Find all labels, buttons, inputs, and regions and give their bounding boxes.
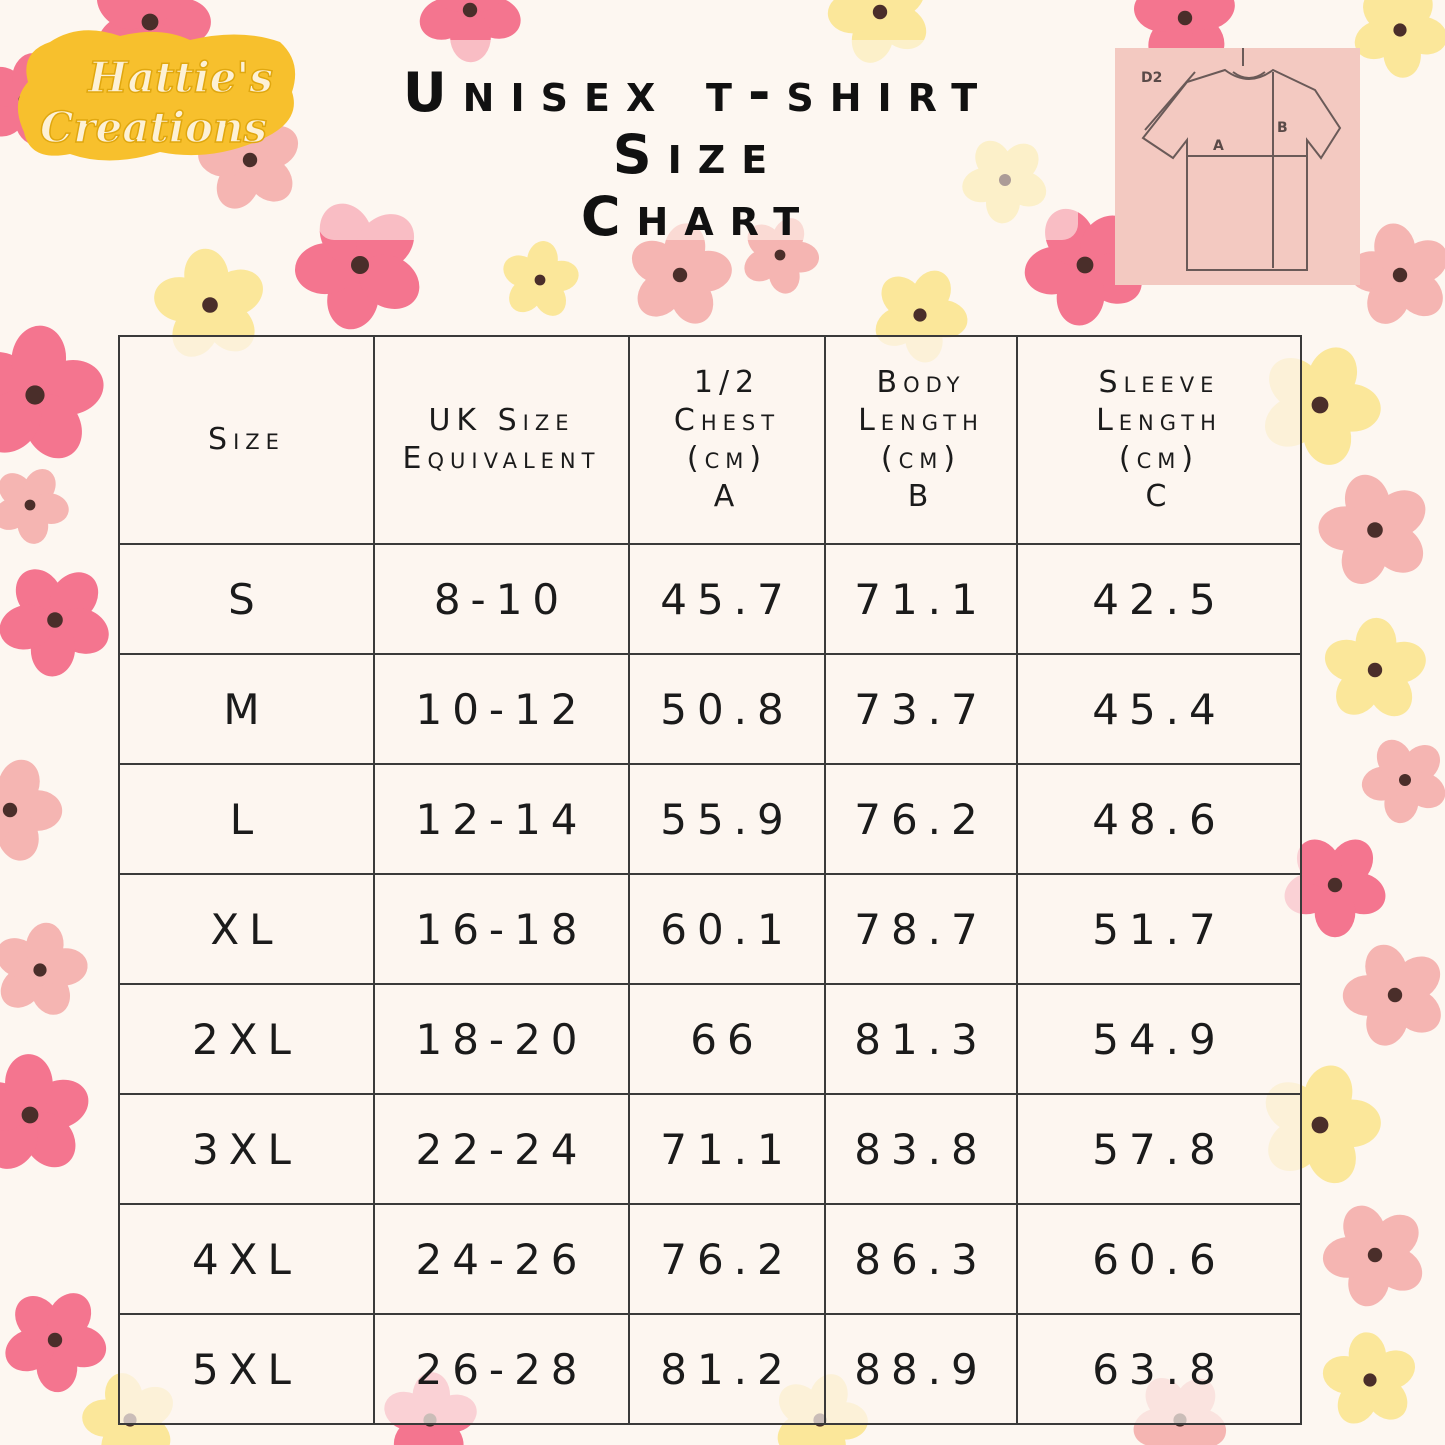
cell-sleeve-length: 51.7 [1017, 874, 1301, 984]
flower-decoration [1349, 0, 1445, 79]
cell-uk-size: 10-12 [374, 654, 629, 764]
flower-decoration [0, 323, 109, 469]
diagram-label-a: A [1213, 138, 1224, 154]
cell-uk-size: 18-20 [374, 984, 629, 1094]
flower-decoration [0, 463, 71, 546]
cell-sleeve-length: 63.8 [1017, 1314, 1301, 1424]
flower-decoration [1321, 1199, 1430, 1310]
cell-half-chest: 81.2 [629, 1314, 825, 1424]
header-size: Size [119, 336, 374, 544]
cell-sleeve-length: 42.5 [1017, 544, 1301, 654]
header-row [119, 336, 1301, 544]
cell-uk-size: 24-26 [374, 1204, 629, 1314]
header-body-length: Body Length (cm) B [825, 336, 1017, 544]
hatties-creations-logo [10, 22, 302, 172]
cell-half-chest: 60.1 [629, 874, 825, 984]
cell-size: 5XL [119, 1314, 374, 1424]
cell-half-chest: 66 [629, 984, 825, 1094]
table-row [119, 654, 1301, 764]
flower-decoration [0, 754, 63, 866]
cell-body-length: 78.7 [825, 874, 1017, 984]
diagram-label-d2: D2 [1141, 70, 1163, 86]
table-row [119, 544, 1301, 654]
flower-decoration [1359, 734, 1445, 826]
cell-body-length: 76.2 [825, 764, 1017, 874]
table-row [119, 1204, 1301, 1314]
flower-decoration [498, 239, 581, 321]
flower-decoration [1319, 1330, 1421, 1430]
cell-half-chest: 45.7 [629, 544, 825, 654]
cell-size: M [119, 654, 374, 764]
cell-half-chest: 76.2 [629, 1204, 825, 1314]
cell-sleeve-length: 48.6 [1017, 764, 1301, 874]
cell-sleeve-length: 60.6 [1017, 1204, 1301, 1314]
flower-decoration [0, 1053, 95, 1178]
flower-decoration [0, 1285, 111, 1394]
table-row [119, 1094, 1301, 1204]
table-row [119, 874, 1301, 984]
cell-sleeve-length: 54.9 [1017, 984, 1301, 1094]
cell-half-chest: 55.9 [629, 764, 825, 874]
logo-text-line1: Hattie's [88, 53, 273, 102]
cell-uk-size: 12-14 [374, 764, 629, 874]
diagram-label-b: B [1277, 120, 1288, 136]
cell-body-length: 86.3 [825, 1204, 1017, 1314]
flower-decoration [1346, 220, 1445, 331]
header-uk-size: UK Size Equivalent [374, 336, 629, 544]
cell-uk-size: 8-10 [374, 544, 629, 654]
cell-size: XL [119, 874, 374, 984]
size-chart-table-wrap [118, 335, 1300, 1412]
flower-decoration [0, 560, 116, 678]
flower-decoration [1342, 939, 1445, 1051]
cell-half-chest: 71.1 [629, 1094, 825, 1204]
cell-size: S [119, 544, 374, 654]
cell-half-chest: 50.8 [629, 654, 825, 764]
title-line-1: Unisex t-shirt Size [402, 61, 994, 186]
cell-body-length: 73.7 [825, 654, 1017, 764]
cell-sleeve-length: 57.8 [1017, 1094, 1301, 1204]
tshirt-outline-icon [1115, 48, 1360, 285]
logo-text-line2: Creations [40, 103, 268, 152]
cell-size: 2XL [119, 984, 374, 1094]
cell-body-length: 83.8 [825, 1094, 1017, 1204]
header-sleeve-length: Sleeve Length (cm) C [1017, 336, 1301, 544]
table-row [119, 1314, 1301, 1424]
cell-size: L [119, 764, 374, 874]
cell-sleeve-length: 45.4 [1017, 654, 1301, 764]
cell-uk-size: 22-24 [374, 1094, 629, 1204]
cell-body-length: 71.1 [825, 544, 1017, 654]
table-row [119, 764, 1301, 874]
cell-body-length: 88.9 [825, 1314, 1017, 1424]
flower-decoration [1319, 617, 1431, 725]
cell-uk-size: 26-28 [374, 1314, 629, 1424]
tshirt-measurement-diagram [1115, 48, 1360, 285]
flower-decoration [0, 919, 90, 1021]
cell-size: 4XL [119, 1204, 374, 1314]
header-half-chest: 1/2 Chest (cm) A [629, 336, 825, 544]
cell-uk-size: 16-18 [374, 874, 629, 984]
cell-size: 3XL [119, 1094, 374, 1204]
table-row [119, 984, 1301, 1094]
flower-decoration [1317, 470, 1434, 591]
cell-body-length: 81.3 [825, 984, 1017, 1094]
size-chart-table [118, 335, 1302, 1425]
page-title [318, 62, 1078, 248]
title-line-2: Chart [580, 185, 816, 248]
